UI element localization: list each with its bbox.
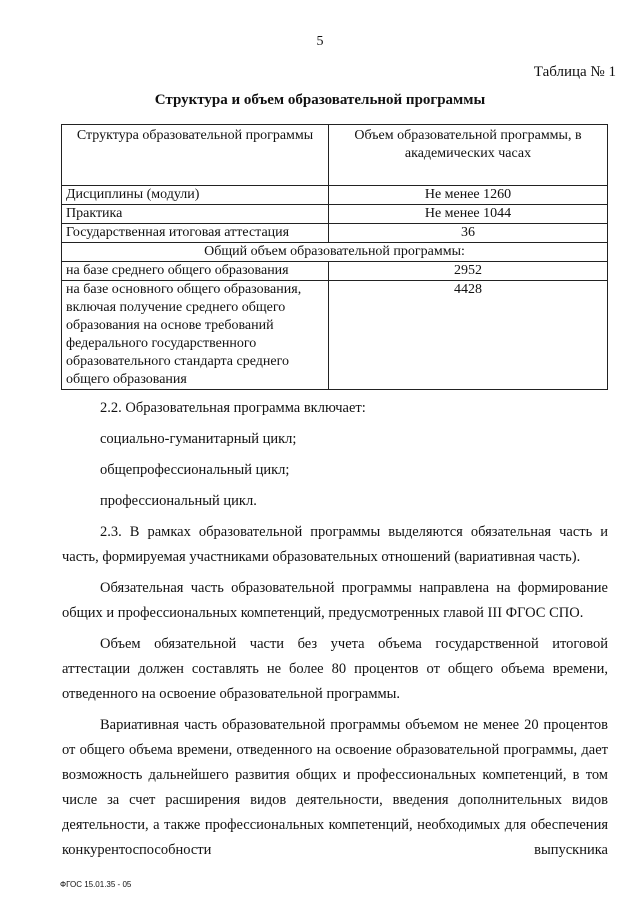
table-row [62,186,608,205]
table-row [62,262,608,281]
paragraph: Вариативная часть образовательной программы объемом не менее 20 процентов от общего объема времени, отведенного на освоение образовательной программы, дает возможность дальнейшего развития общих и профессиональных компетенций, в том числе за счет расширения видов деятельности, введения дополнительных видов деятельности, а также профессиональных компетенций, необходимых для обеспечения конкурентоспособности выпускника [62,717,608,858]
table-row-total-header [62,243,608,262]
table-cell-value: Не менее 1044 [329,205,608,224]
table-cell-label: на базе среднего общего образования [62,262,329,281]
paragraph: 2.2. Образовательная программа включает: [100,400,366,416]
table-cell-value: 36 [329,224,608,243]
table-total-label: Общий объем образовательной программы: [62,243,608,262]
paragraph: Объем обязательной части без учета объема государственной итоговой аттестации должен составлять не более 80 процентов от общего объема времени, отведенного на освоение образовательной программы. [62,636,608,702]
table-cell-label: на базе основного общего образования, включая получение среднего общего образования на основе требований федерального государственного образовательного стандарта среднего общего образования [62,281,329,390]
table-header-cell: Объем образовательной программы, в академических часах [329,125,608,186]
table-cell-value: 2952 [329,262,608,281]
table-header-row [62,125,608,186]
table-label: Таблица № 1 [533,64,616,80]
paragraph: общепрофессиональный цикл; [100,462,290,478]
structure-table [61,124,608,390]
table-row [62,205,608,224]
page-number: 5 [316,34,324,49]
table-cell-label: Практика [62,205,329,224]
paragraph: социально-гуманитарный цикл; [100,431,297,447]
page-title: Структура и объем образовательной программы [154,92,486,108]
table-cell-value: Не менее 1260 [329,186,608,205]
table-cell-value: 4428 [329,281,608,390]
footer-code: ФГОС 15.01.35 - 05 [60,880,132,889]
table-row [62,281,608,390]
body-text [62,396,608,863]
paragraph: Обязательная часть образовательной программы направлена на формирование общих и профессиональных компетенций, предусмотренных главой III ФГОС СПО. [62,580,608,621]
paragraph: профессиональный цикл. [100,493,257,509]
paragraph: 2.3. В рамках образовательной программы выделяются обязательная часть и часть, формируемая участниками образовательных отношений (вариативная часть). [62,524,608,565]
table-row [62,224,608,243]
table-cell-label: Государственная итоговая аттестация [62,224,329,243]
table-header-cell: Структура образовательной программы [62,125,329,186]
table-cell-label: Дисциплины (модули) [62,186,329,205]
